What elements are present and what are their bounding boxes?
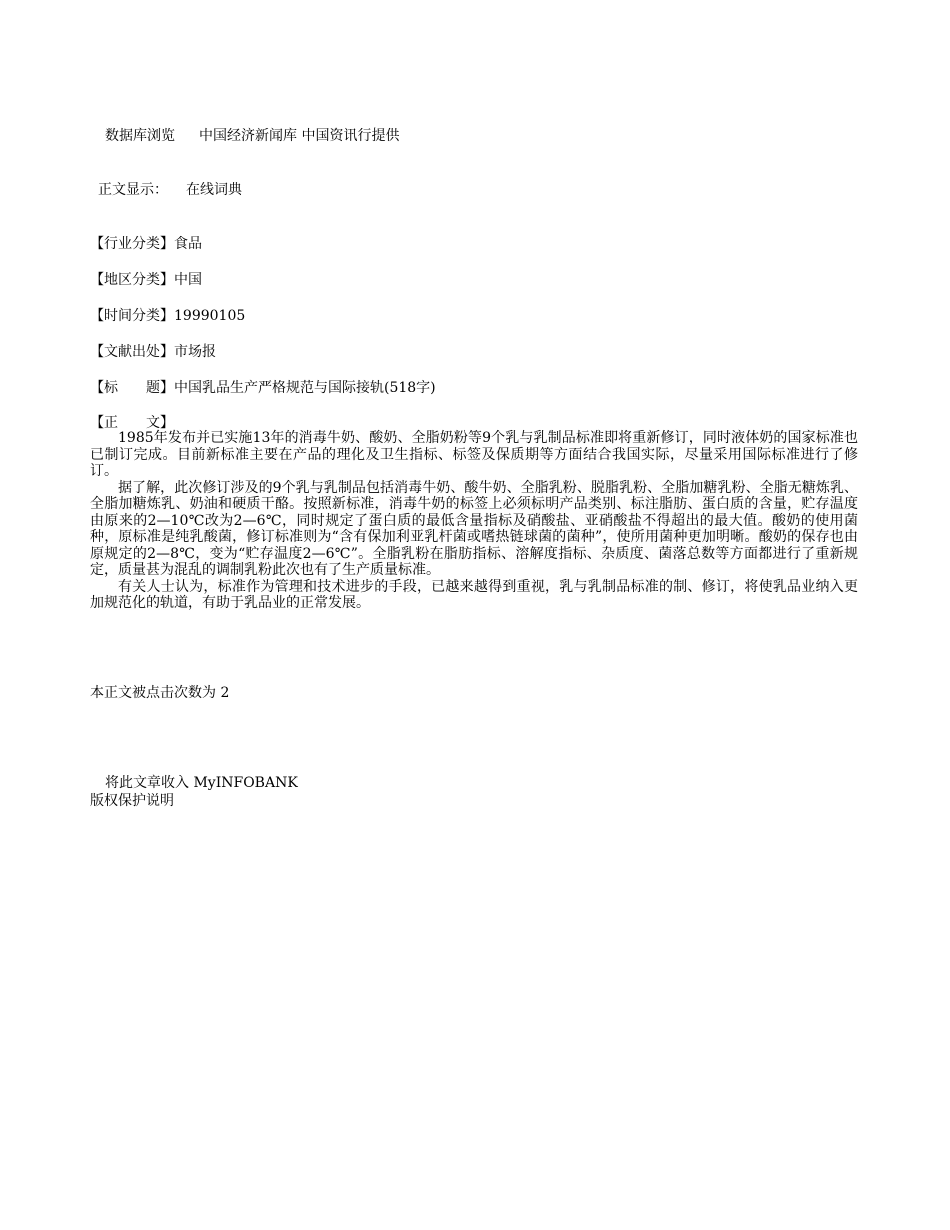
display-line <box>98 179 242 199</box>
source-provider-text: 中国经济新闻库 中国资讯行提供 <box>199 128 400 144</box>
article-paragraph: 有关人士认为，标准作为管理和技术进步的手段，已越来越得到重视，乳与乳制品标准的制、修订，将使乳品业纳入更加规范化的轨道，有助于乳品业的正常发展。 <box>90 578 858 611</box>
article-paragraph: 1985年发布并已实施13年的消毒牛奶、酸奶、全脂奶粉等9个乳与乳制品标准即将重新修订，同时液体奶的国家标准也已制订完成。目前新标准主要在产品的理化及卫生指标、标签及保质期等方面结合我国实际，尽量采用国际标准进行了修订。 <box>90 430 858 479</box>
online-dictionary-link[interactable]: 在线词典 <box>186 182 242 198</box>
hit-count: 本正文被点击次数为 2 <box>90 685 230 701</box>
meta-label: 【标 题】 <box>90 380 174 396</box>
meta-value: 食品 <box>174 236 202 252</box>
database-browse-link[interactable]: 数据库浏览 <box>105 128 175 144</box>
article-paragraph: 据了解，此次修订涉及的9个乳与乳制品包括消毒牛奶、酸牛奶、全脂乳粉、脱脂乳粉、全脂加糖乳粉、全脂无糖炼乳、全脂加糖炼乳、奶油和硬质干酪。按照新标准，消毒牛奶的标签上必须标明产品类别、标注脂肪、蛋白质的含量，贮存温度由原来的2—10℃改为2—6℃，同时规定了蛋白质的最低含量指标及硝酸盐、亚硝酸盐不得超出的最大值。酸奶的使用菌种，原标准是纯乳酸菌，修订标准则为“含有保加利亚乳杆菌或嗜热链球菌的菌种”，使所用菌种更加明晰。酸奶的保存也由原规定的2—8℃，变为“贮存温度2—6℃”。全脂乳粉在脂肪指标、溶解度指标、杂质度、菌落总数等方面都进行了重新规定，质量甚为混乱的调制乳粉此次也有了生产质量标准。 <box>90 479 858 578</box>
article-title: 中国乳品生产严格规范与国际接轨(518字) <box>174 380 436 396</box>
copyright-notice-link[interactable]: 版权保护说明 <box>90 793 174 809</box>
body-label: 【正 文】 <box>90 415 174 431</box>
meta-label: 【文献出处】 <box>90 344 174 360</box>
collect-to-myinfobank-link[interactable]: 将此文章收入 MyINFOBANK <box>105 775 298 791</box>
meta-value: 中国 <box>174 272 202 288</box>
meta-value: 19990105 <box>174 308 246 324</box>
article-body <box>90 430 858 612</box>
meta-label: 【行业分类】 <box>90 236 174 252</box>
meta-date <box>90 305 245 325</box>
meta-label: 【地区分类】 <box>90 272 174 288</box>
meta-value: 市场报 <box>174 344 216 360</box>
header-bar <box>105 125 399 145</box>
meta-source <box>90 341 216 361</box>
meta-region <box>90 269 202 289</box>
meta-title <box>90 377 436 397</box>
meta-label: 【时间分类】 <box>90 308 174 324</box>
display-label: 正文显示： <box>98 182 168 198</box>
meta-industry <box>90 233 202 253</box>
